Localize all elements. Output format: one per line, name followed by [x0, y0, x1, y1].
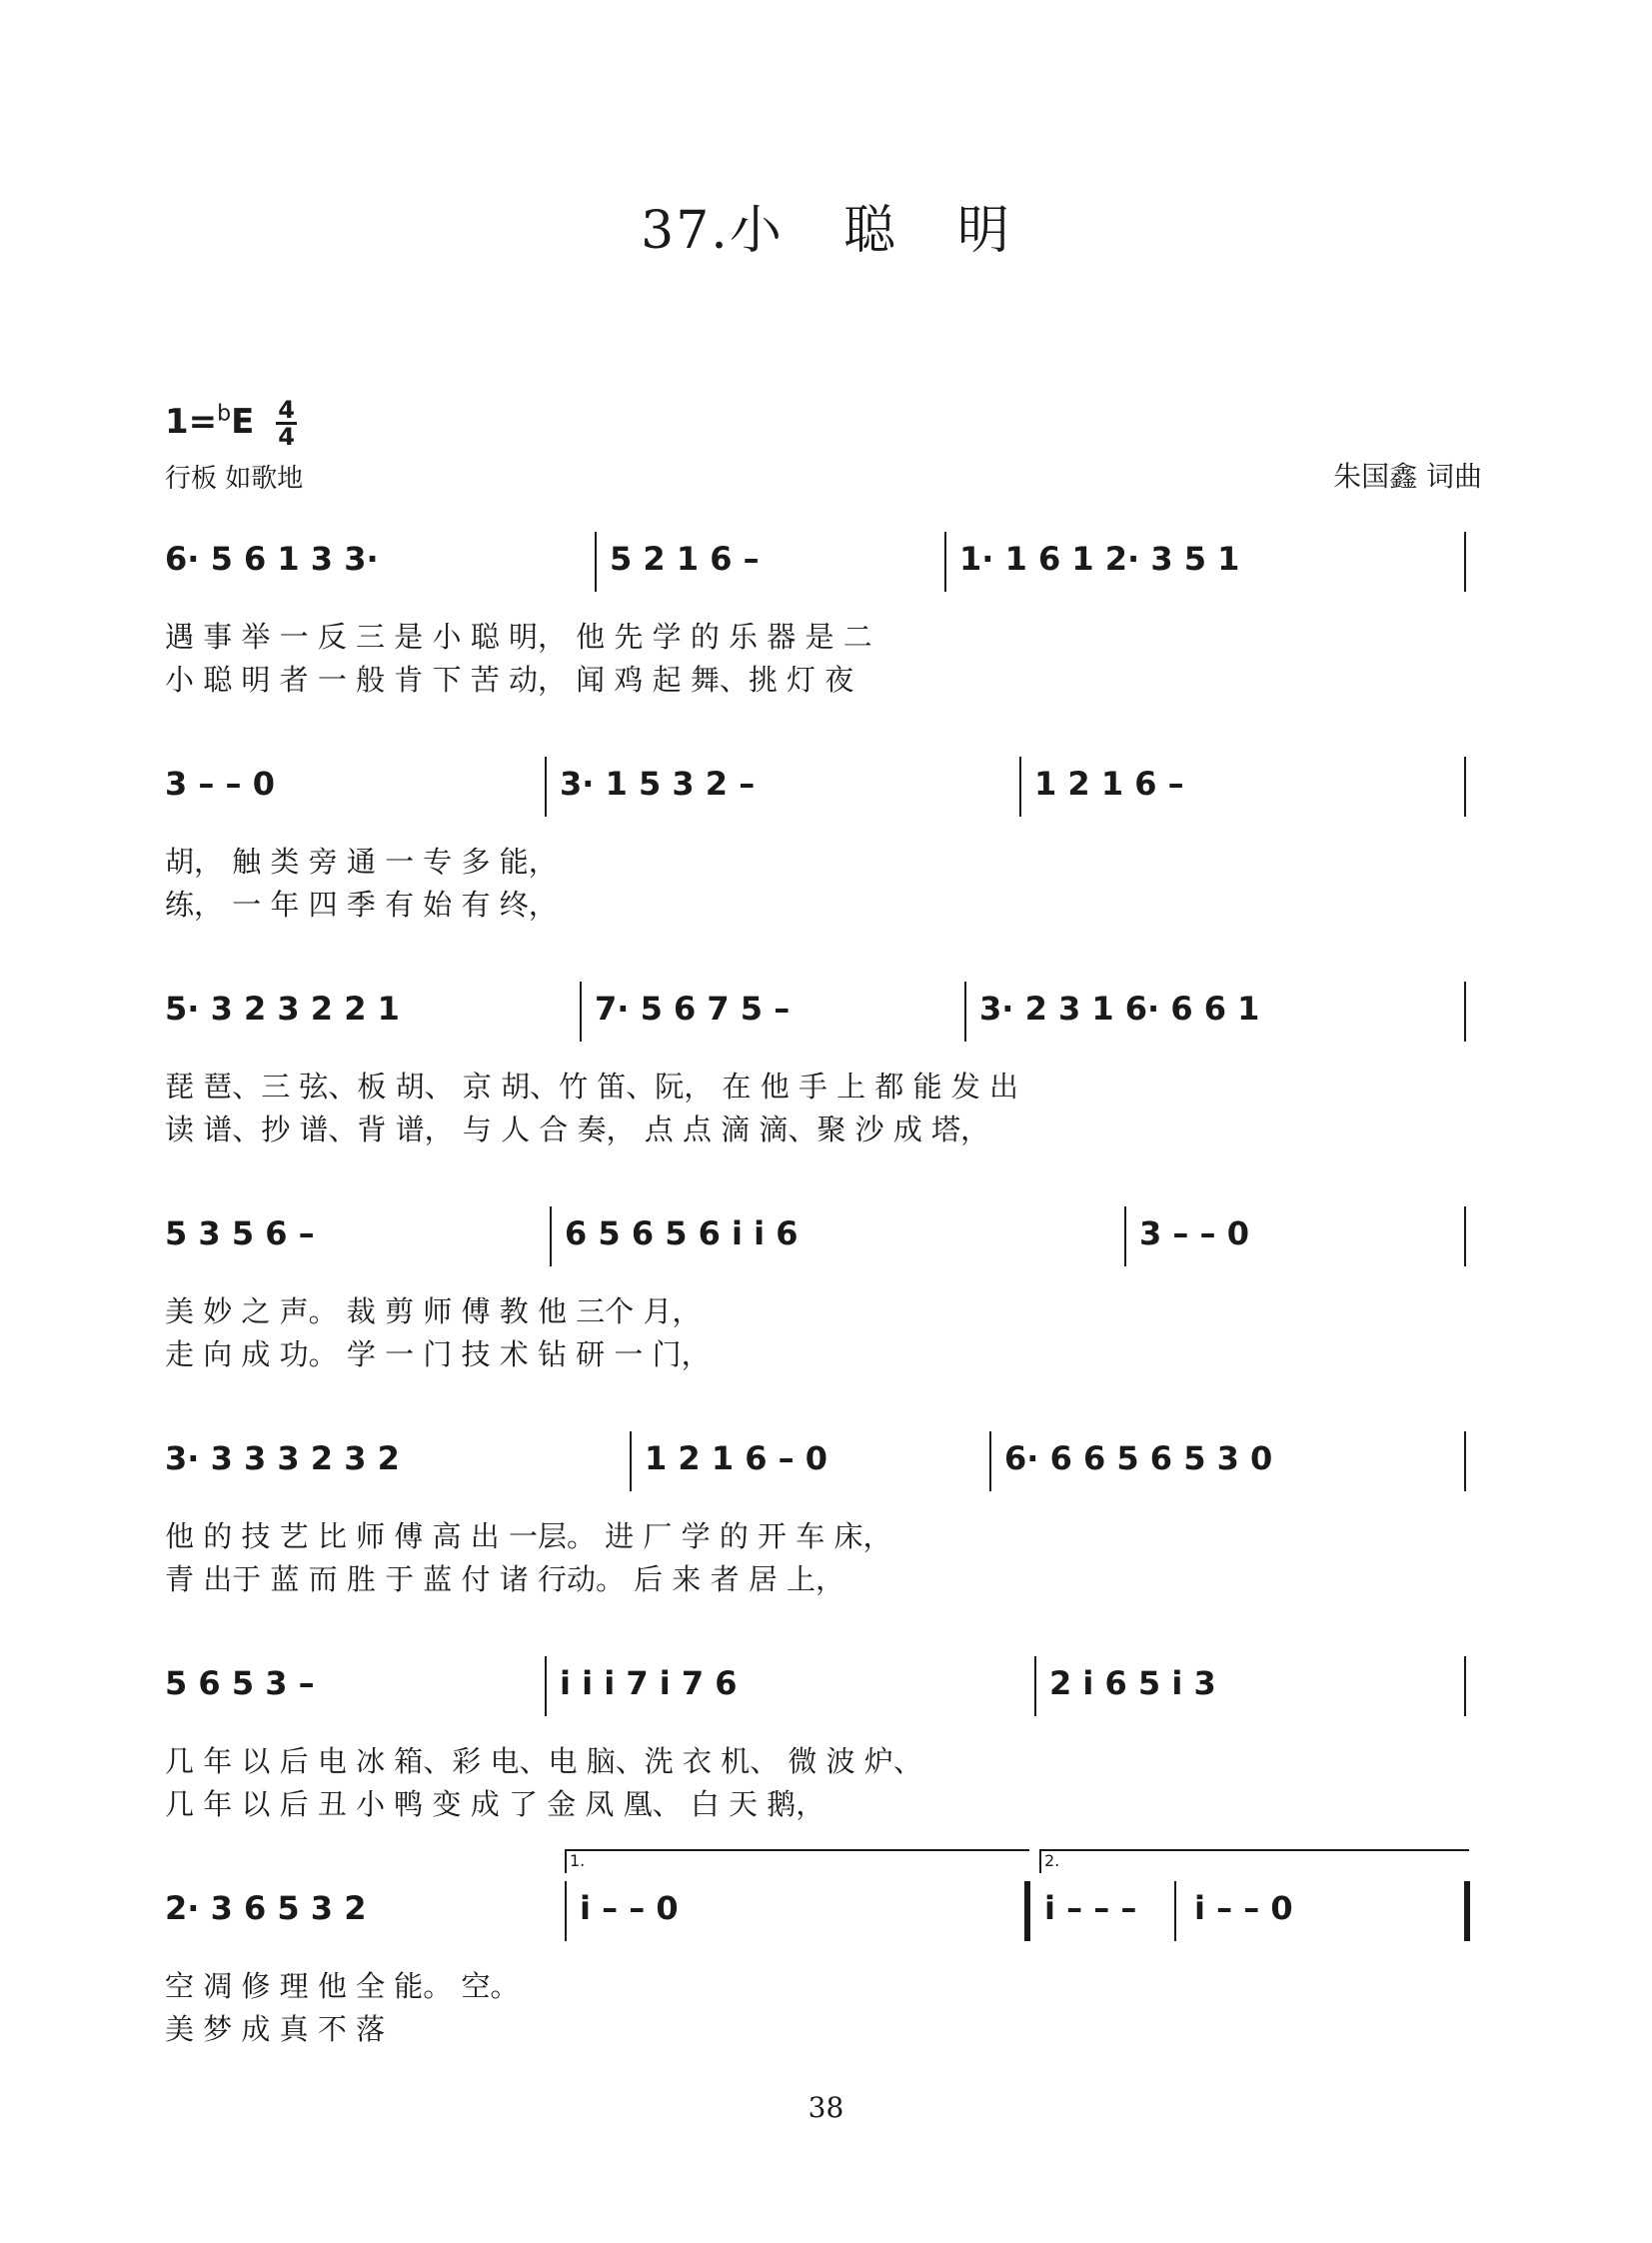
barline: [1019, 757, 1021, 817]
score-system-3: [165, 990, 1484, 1149]
barline: [1464, 982, 1466, 1042]
measure: 5 6 5 3 –: [165, 1664, 315, 1702]
measure: 7· 5 6 7 5 –: [595, 990, 791, 1028]
measure: 6· 6 6 5 6 5 3 0: [1004, 1439, 1273, 1477]
measure: 1· 1 6 1 2· 3 5 1: [959, 540, 1240, 578]
lyric-line-2: 几 年 以 后 丑 小 鸭 变 成 了 金 凤 凰、 白 天 鹅，: [165, 1787, 826, 1821]
barline: [580, 982, 582, 1042]
measure: 5 2 1 6 –: [610, 540, 760, 578]
lyric-line-2: 练， 一 年 四 季 有 始 有 终，: [165, 888, 558, 922]
lyric-line-1: 美 妙 之 声。 裁 剪 师 傅 教 他 三个 月，: [165, 1294, 702, 1328]
barline: [545, 757, 547, 817]
score-system-7: [165, 1851, 1484, 2049]
measure: 6 5 6 5 6 i i 6: [565, 1214, 799, 1252]
measure: 5· 3 2 3 2 2 1: [165, 990, 400, 1028]
score-system-5: [165, 1439, 1484, 1599]
barline: [630, 1431, 632, 1491]
measure: 2 i 6 5 i 3: [1049, 1664, 1216, 1702]
measure: 3 – – 0: [165, 765, 275, 803]
author-credit: 朱国鑫 词曲: [1333, 460, 1482, 493]
barline: [595, 532, 597, 592]
measure: 3· 3 3 3 2 3 2: [165, 1439, 400, 1477]
lyric-line-2: 小 聪 明 者 一 般 肯 下 苦 动， 闻 鸡 起 舞、挑 灯 夜: [165, 663, 854, 697]
final-barline: [1464, 1881, 1470, 1941]
barline: [1464, 1656, 1466, 1716]
lyric-line-1: 琵 琶、三 弦、板 胡、 京 胡、竹 笛、阮， 在 他 手 上 都 能 发 出: [165, 1070, 1019, 1104]
score-system-1: [165, 540, 1484, 700]
measure: i – – –: [1044, 1889, 1137, 1927]
lyric-line-1: 他 的 技 艺 比 师 傅 高 出 一层。 进 厂 学 的 开 车 床，: [165, 1519, 892, 1553]
lyric-line-1: 胡， 触 类 旁 通 一 专 多 能，: [165, 845, 558, 879]
measure: 2· 3 6 5 3 2: [165, 1889, 367, 1927]
lyric-line-1: 几 年 以 后 电 冰 箱、彩 电、电 脑、洗 衣 机、 微 波 炉、: [165, 1744, 922, 1778]
page-title: 37.小 聪 明: [641, 201, 1011, 261]
measure: 3 – – 0: [1139, 1214, 1249, 1252]
page-number: 38: [808, 2091, 844, 2124]
barline: [1464, 757, 1466, 817]
barline: [1034, 1656, 1036, 1716]
key-signature: 1=$^b$E $\frac{4}{4}$: [165, 396, 295, 451]
measure: 3· 2 3 1 6· 6 6 1: [979, 990, 1260, 1028]
repeat-barline: [1024, 1881, 1030, 1941]
measure: i – – 0: [1194, 1889, 1293, 1927]
barline: [1464, 1206, 1466, 1266]
measure: i – – 0: [580, 1889, 679, 1927]
tempo-marking: 行板 如歌地: [165, 464, 304, 494]
volta-bracket-1: 1.: [565, 1849, 1029, 1873]
score-system-2: [165, 765, 1484, 925]
measure: 1 2 1 6 – 0: [645, 1439, 828, 1477]
barline: [964, 982, 966, 1042]
barline: [944, 532, 946, 592]
lyric-line-2: 美 梦 成 真 不 落: [165, 2012, 386, 2046]
barline: [989, 1431, 991, 1491]
barline: [1124, 1206, 1126, 1266]
score-system-4: [165, 1214, 1484, 1374]
lyric-line-1: 遇 事 举 一 反 三 是 小 聪 明， 他 先 学 的 乐 器 是 二: [165, 620, 872, 654]
lyric-line-2: 读 谱、抄 谱、背 谱， 与 人 合 奏， 点 点 滴 滴、聚 沙 成 塔，: [165, 1113, 990, 1146]
barline: [565, 1881, 567, 1941]
measure: 5 3 5 6 –: [165, 1214, 315, 1252]
lyric-line-1: 空 凋 修 理 他 全 能。 空。: [165, 1969, 520, 2003]
barline: [545, 1656, 547, 1716]
barline: [1464, 532, 1466, 592]
barline: [550, 1206, 552, 1266]
measure: 3· 1 5 3 2 –: [560, 765, 756, 803]
time-signature: $\frac{4}{4}$: [278, 396, 295, 451]
measure: 6· 5 6 1 3 3·: [165, 540, 379, 578]
lyric-line-2: 青 出于 蓝 而 胜 于 蓝 付 诸 行动。 后 来 者 居 上，: [165, 1562, 845, 1596]
measure: i i i 7 i 7 6: [560, 1664, 738, 1702]
volta-bracket-2: 2.: [1039, 1849, 1469, 1873]
barline: [1174, 1881, 1176, 1941]
measure: 1 2 1 6 –: [1034, 765, 1184, 803]
score-system-6: [165, 1664, 1484, 1824]
barline: [1464, 1431, 1466, 1491]
lyric-line-2: 走 向 成 功。 学 一 门 技 术 钻 研 一 门，: [165, 1337, 711, 1371]
